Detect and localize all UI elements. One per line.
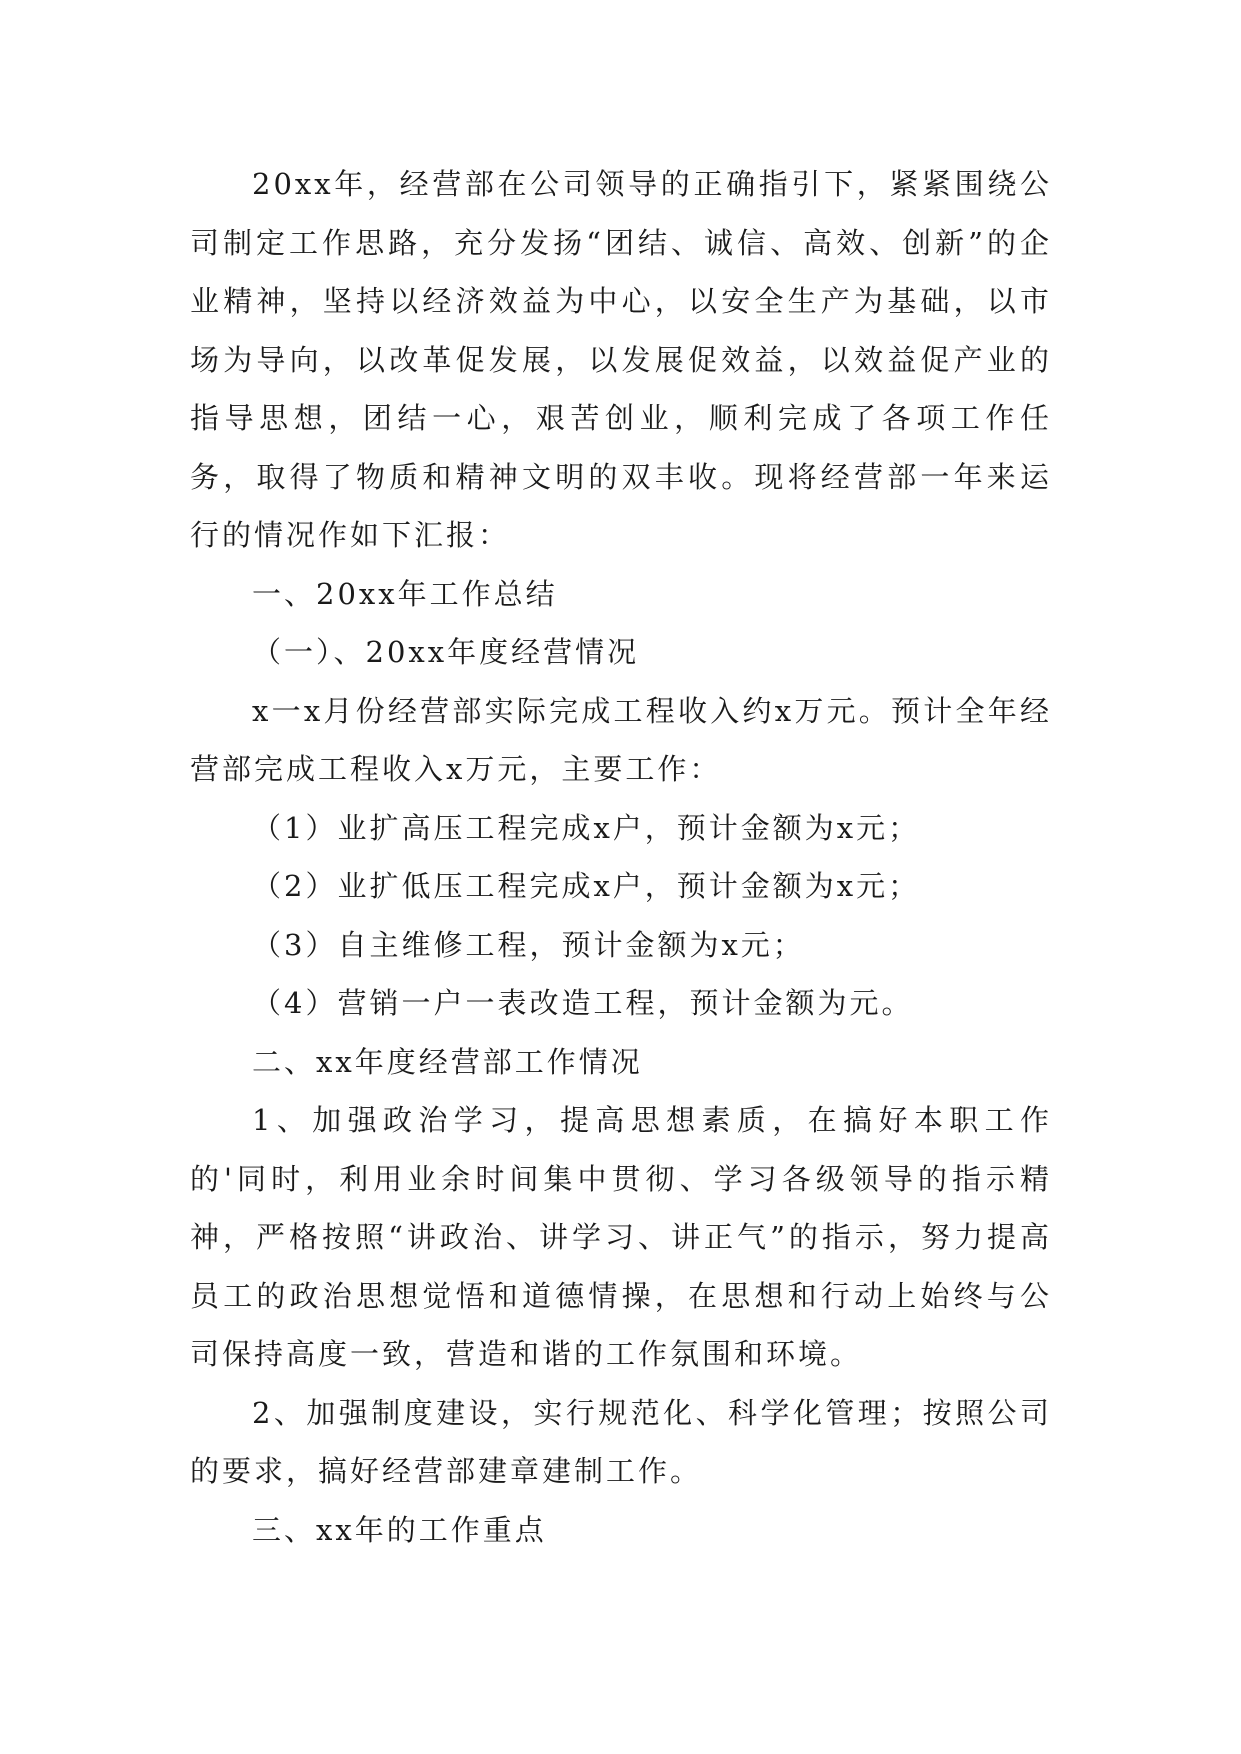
section-heading-1: 一、20xx年工作总结 xyxy=(252,576,558,611)
subsection-heading-1: （一）、20xx年度经营情况 xyxy=(252,635,640,669)
intro-paragraph: 20xx年，经营部在公司领导的正确指引下，紧紧围绕公司制定工作思路，充分发扬“团结、诚信、高效、创新”的企业精神，坚持以经济效益为中心，以安全生产为基础，以市场为导向，以改革促发展，以发展促效益，以效益促产业的指导思想，团结一心，艰苦创业，顺利完成了各项工作任务，取得了物质和精神文明的双丰收。现将经营部一年来运行的情况作如下汇报： xyxy=(190,167,1052,552)
section-heading-2: 二、xx年度经营部工作情况 xyxy=(252,1044,643,1079)
system-building-paragraph: 2、加强制度建设，实行规范化、科学化管理；按照公司的要求，搞好经营部建章建制工作。 xyxy=(190,1395,1052,1488)
work-item-2: （2）业扩低压工程完成x户，预计金额为x元； xyxy=(252,869,921,903)
section-heading-3: 三、xx年的工作重点 xyxy=(252,1512,547,1547)
document-body xyxy=(190,155,1052,1559)
work-item-3: （3）自主维修工程，预计金额为x元； xyxy=(252,927,805,962)
work-item-4: （4）营销一户一表改造工程，预计金额为元。 xyxy=(252,986,914,1020)
revenue-paragraph: x一x月份经营部实际完成工程收入约x万元。预计全年经营部完成工程收入x万元，主要工作： xyxy=(190,693,1052,786)
political-study-paragraph: 1、加强政治学习，提高思想素质，在搞好本职工作的'同时，利用业余时间集中贯彻、学习各级领导的指示精神，严格按照“讲政治、讲学习、讲正气”的指示，努力提高员工的政治思想觉悟和道德情操，在思想和行动上始终与公司保持高度一致，营造和谐的工作氛围和环境。 xyxy=(190,1103,1052,1371)
work-item-1: （1）业扩高压工程完成x户，预计金额为x元； xyxy=(252,810,921,845)
